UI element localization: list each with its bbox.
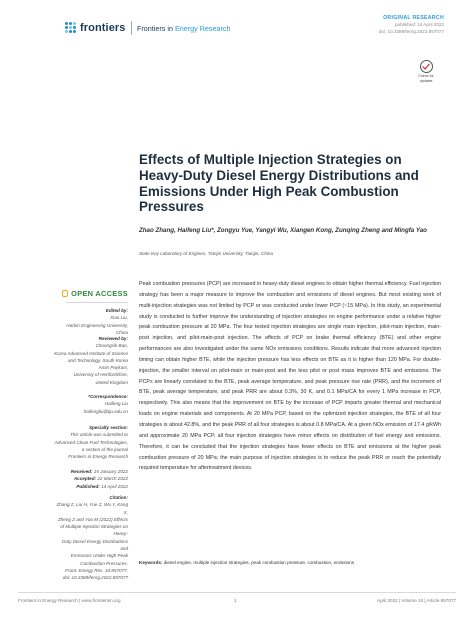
footer-divider [18,592,456,593]
author-list[interactable]: Zhao Zhang, Haifeng Liu*, Zongyu Yue, Yangyi Wu, Xiangen Kong, Zunqing Zheng and Mingfa Yao [139,227,427,234]
frontiers-logo[interactable] [65,22,126,34]
citation-line: of Multiple Injection Strategies on Heavy- [60,524,128,537]
abstract-text: Peak combustion pressures (PCP) are increased in heavy-duty diesel engines to obtain higher thermal efficiency. Fuel injection strategy has been a major measure to improve the combustion and emissions of diesel engines. But most existing work of multi-injection strategies was not limited by PCP or was conducted under lower PCP (~15 MPa). In this study, an experimental study is conducted to further improve the understanding of injection strategies on engine performance under a relative higher peak combustion pressure at 20 MPa. The four tested injection strategies are single main injection, pilot-main injection, main-post injection, and pilot-main-post injection. The effects of PCP on brake thermal efficiency (BTE) and other engine performances are also investigated under the same NOx emissions conditions. Results indicate that more advanced injection timing can obtain higher BTE, while the injection pressure has less effects on BTE as it is higher than 120 MPa. For double-injection, the smaller interval on pilot-main or main-post and the less pilot or post mass improves BTE and emissions. The PCPs are linearly correlated to the BTE, peak average temperature, and peak pressure rise rate (PRR), and the increment of BTE, peak average temperature, and peak PRR are about 0.3%, 30 K, and 0.1 MPa/CA for every 1 MPa increase in PCP, respectively. This also means that the improvement on BTE by the increase of PCP imparts greater thermal and mechanical loads on engine materials and components. At 20 MPa PCP, based on the optimized injection strategies, the BTE of all four strategies is about 42.8%, and the peak PRR of all four strategies is about 0.8 MPa/CA. At a given NOx emission of 17.4 g/kWh and approximate 20 MPa PCP, all four injection strategies have minor effects on distribution of fuel energy and emissions. Therefore, it can be concluded that the injection strategies have fewer effects on BTE and emissions at the higher peak combustion pressure of 20 MPa; the main purpose of injection strategies is to reduce the peak PRR or reach the potentially required temperature for aftertreatment devices. [139,281,441,472]
keywords-list: diesel engine, multiple injection strategies, peak combustion pressure, combustion, emissions [163,560,355,565]
correspondence-block [54,393,128,415]
check-for-updates-button[interactable] [416,60,436,84]
specialty-section-block [54,424,128,460]
logo-text: frontiers [80,22,126,34]
section-line: This article was submitted to [70,432,128,438]
edited-by-block [54,307,128,336]
corresponding-email[interactable]: haifengliu@tju.edu.cn [83,408,128,414]
received-label: Received: [70,469,93,474]
received-date: 15 January 2022 [92,469,128,474]
journal-name[interactable] [137,24,230,33]
citation-label: Citation: [109,495,128,500]
article-title: Effects of Multiple Injection Strategies on Heavy-Duty Diesel Energy Distributions and Emissions Under High Peak Combustion Pressures [139,152,419,215]
editor-name: Xiao Liu, [110,315,128,321]
section-line: a section of the journal [81,446,128,452]
page-number: 1 [234,598,237,603]
page-header [0,0,474,48]
check-label-2: updates [419,79,433,83]
published-date: published: 14 April 2022 [394,22,444,27]
journal-accent: Energy Research [174,24,231,33]
reviewer-line: University of Hertfordshire, [73,372,128,378]
article-type: ORIGINAL RESEARCH [383,15,444,21]
corresponding-author: Haifeng Liu [104,401,128,407]
accepted-date: 22 March 2022 [96,476,128,482]
doi-link[interactable]: doi: 10.3389/fenrg.2022.857077 [378,29,444,34]
reviewed-by-label: Reviewed by: [98,336,128,341]
check-label-1: Check for [418,74,434,78]
open-access-lock-icon [62,290,68,297]
citation-doi-link[interactable]: doi: 10.3389/fenrg.2022.857077 [62,575,128,581]
keywords [139,560,439,565]
footer-issue-info: April 2022 | Volume 10 | Article 857077 [377,598,456,603]
editor-affiliation: Harbin Engineering University, China [66,322,128,335]
citation-block [54,494,128,582]
sidebar-divider [66,302,128,303]
citation-line: Zheng Z and Yao M (2022) Effects [57,516,128,522]
reviewer-line: Amin Paykani, [98,365,128,371]
citation-line: Duty Diesel Energy Distributions and [62,538,128,552]
open-access-label: OPEN ACCESS [71,289,128,298]
journal-prefix: Frontiers in [137,24,175,33]
check-updates-icon [420,60,433,73]
correspondence-label: *Correspondence: [88,394,128,399]
keywords-label: Keywords: [139,560,163,565]
reviewer-line: Choongsik Bae, [95,343,128,349]
edited-by-label: Edited by: [105,308,128,313]
published-label: Published: [76,483,100,489]
header-divider [131,21,132,35]
reviewer-line: Korea Advanced Institute of Science [54,350,128,356]
reviewer-line: and Technology, South Korea [67,357,128,363]
reviewer-line: United Kingdom [95,379,128,385]
citation-line: Front. Energy Res. 10:857077. [65,567,128,573]
reviewed-by-block [54,335,128,386]
open-access-badge [54,289,128,298]
section-line: Frontiers in Energy Research [68,454,128,460]
article-meta [379,15,444,35]
dates-block [54,468,128,490]
section-line: Advanced Clean Fuel Technologies, [54,439,128,445]
citation-line: Zhang Z, Liu H, Yue Z, Wu Y, Kong X, [56,502,128,515]
citation-line: Emissions Under High Peak [70,553,128,559]
affiliation: State Key Laboratory of Engines, Tianjin University, Tianjin, China [139,251,273,256]
accepted-label: Accepted: [73,476,97,482]
published-date-side: 14 April 2022 [99,483,128,489]
footer-journal-link[interactable]: Frontiers in Energy Research | www.frontiersin.org [18,598,121,603]
citation-line: Combustion Pressures. [80,560,128,566]
specialty-section-label: Specialty section: [88,425,128,430]
frontiers-logo-icon [65,22,77,34]
